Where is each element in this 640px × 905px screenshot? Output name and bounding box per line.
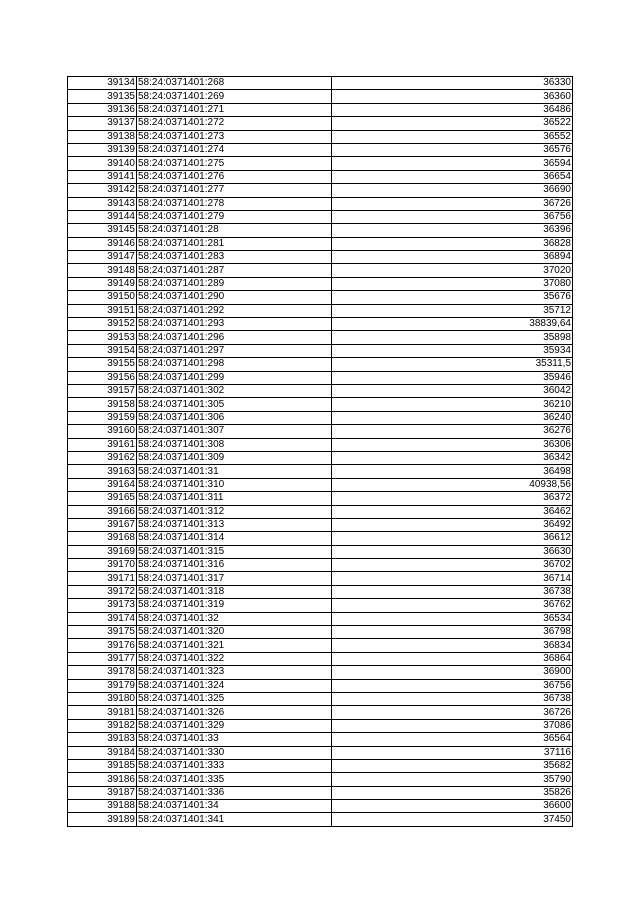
row-number-cell: 39142 [68,184,137,197]
cadastral-number-cell: 58:24:0371401:335 [137,773,332,786]
row-number-cell: 39148 [68,264,137,277]
row-number-cell: 39151 [68,304,137,317]
cadastral-number-cell: 58:24:0371401:336 [137,786,332,799]
cadastral-number-cell: 58:24:0371401:271 [137,103,332,116]
cadastral-number-cell: 58:24:0371401:318 [137,585,332,598]
cadastral-number-cell: 58:24:0371401:281 [137,237,332,250]
value-cell: 36894 [332,251,573,264]
cadastral-number-cell: 58:24:0371401:296 [137,331,332,344]
value-cell: 36612 [332,532,573,545]
cadastral-number-cell: 58:24:0371401:31 [137,465,332,478]
value-cell: 36630 [332,545,573,558]
cadastral-number-cell: 58:24:0371401:309 [137,451,332,464]
table-row [68,800,573,813]
row-number-cell: 39152 [68,318,137,331]
table-row [68,626,573,639]
table-row [68,371,573,384]
value-cell: 36306 [332,438,573,451]
row-number-cell: 39134 [68,77,137,90]
cadastral-number-cell: 58:24:0371401:307 [137,425,332,438]
table-row [68,157,573,170]
cadastral-number-cell: 58:24:0371401:320 [137,626,332,639]
cadastral-number-cell: 58:24:0371401:324 [137,679,332,692]
table-row [68,773,573,786]
table-row [68,117,573,130]
cadastral-number-cell: 58:24:0371401:315 [137,545,332,558]
value-cell: 35790 [332,773,573,786]
table-row [68,251,573,264]
value-cell: 36594 [332,157,573,170]
row-number-cell: 39143 [68,197,137,210]
table-row [68,184,573,197]
table-row [68,318,573,331]
table-row [68,143,573,156]
table-row [68,77,573,90]
value-cell: 36492 [332,518,573,531]
cadastral-number-cell: 58:24:0371401:293 [137,318,332,331]
row-number-cell: 39144 [68,210,137,223]
row-number-cell: 39172 [68,585,137,598]
row-number-cell: 39159 [68,411,137,424]
table-row [68,103,573,116]
row-number-cell: 39160 [68,425,137,438]
table-row [68,264,573,277]
cadastral-number-cell: 58:24:0371401:278 [137,197,332,210]
row-number-cell: 39185 [68,759,137,772]
table-row [68,411,573,424]
cadastral-number-cell: 58:24:0371401:314 [137,532,332,545]
value-cell: 36564 [332,733,573,746]
value-cell: 36522 [332,117,573,130]
row-number-cell: 39176 [68,639,137,652]
cadastral-number-cell: 58:24:0371401:28 [137,224,332,237]
row-number-cell: 39141 [68,170,137,183]
table-row [68,291,573,304]
value-cell: 35898 [332,331,573,344]
cadastral-number-cell: 58:24:0371401:275 [137,157,332,170]
table-row [68,706,573,719]
row-number-cell: 39136 [68,103,137,116]
value-cell: 35712 [332,304,573,317]
cadastral-number-cell: 58:24:0371401:305 [137,398,332,411]
table-row [68,492,573,505]
table-row [68,358,573,371]
row-number-cell: 39157 [68,384,137,397]
row-number-cell: 39170 [68,559,137,572]
row-number-cell: 39145 [68,224,137,237]
table-row [68,130,573,143]
table-row [68,451,573,464]
table-row [68,210,573,223]
row-number-cell: 39162 [68,451,137,464]
cadastral-number-cell: 58:24:0371401:302 [137,384,332,397]
value-cell: 36828 [332,237,573,250]
cadastral-number-cell: 58:24:0371401:308 [137,438,332,451]
row-number-cell: 39173 [68,599,137,612]
value-cell: 36372 [332,492,573,505]
table-row [68,585,573,598]
value-cell: 36756 [332,679,573,692]
row-number-cell: 39179 [68,679,137,692]
cadastral-number-cell: 58:24:0371401:321 [137,639,332,652]
table-row [68,170,573,183]
value-cell: 36240 [332,411,573,424]
value-cell: 37116 [332,746,573,759]
value-cell: 37086 [332,719,573,732]
table-row [68,612,573,625]
table-row [68,719,573,732]
table-row [68,639,573,652]
cadastral-number-cell: 58:24:0371401:323 [137,666,332,679]
cadastral-number-cell: 58:24:0371401:330 [137,746,332,759]
table-row [68,599,573,612]
cadastral-number-cell: 58:24:0371401:272 [137,117,332,130]
value-cell: 36498 [332,465,573,478]
row-number-cell: 39137 [68,117,137,130]
row-number-cell: 39174 [68,612,137,625]
row-number-cell: 39171 [68,572,137,585]
row-number-cell: 39149 [68,277,137,290]
cadastral-number-cell: 58:24:0371401:306 [137,411,332,424]
table-row [68,197,573,210]
value-cell: 36486 [332,103,573,116]
value-cell: 36276 [332,425,573,438]
row-number-cell: 39177 [68,652,137,665]
row-number-cell: 39147 [68,251,137,264]
value-cell: 35682 [332,759,573,772]
cadastral-number-cell: 58:24:0371401:316 [137,559,332,572]
value-cell: 40938,56 [332,478,573,491]
cadastral-number-cell: 58:24:0371401:33 [137,733,332,746]
table-row [68,532,573,545]
row-number-cell: 39139 [68,143,137,156]
value-cell: 36864 [332,652,573,665]
table-row [68,304,573,317]
value-cell: 36726 [332,197,573,210]
table-row [68,505,573,518]
value-cell: 36462 [332,505,573,518]
table-row [68,692,573,705]
cadastral-number-cell: 58:24:0371401:322 [137,652,332,665]
row-number-cell: 39182 [68,719,137,732]
value-cell: 36552 [332,130,573,143]
value-cell: 36834 [332,639,573,652]
row-number-cell: 39180 [68,692,137,705]
table-row [68,733,573,746]
cadastral-number-cell: 58:24:0371401:319 [137,599,332,612]
value-cell: 36726 [332,706,573,719]
cadastral-number-cell: 58:24:0371401:298 [137,358,332,371]
value-cell: 38839,64 [332,318,573,331]
cadastral-number-cell: 58:24:0371401:289 [137,277,332,290]
cadastral-number-cell: 58:24:0371401:269 [137,90,332,103]
value-cell: 36576 [332,143,573,156]
table-row [68,786,573,799]
cadastral-number-cell: 58:24:0371401:283 [137,251,332,264]
cadastral-number-cell: 58:24:0371401:277 [137,184,332,197]
value-cell: 37450 [332,813,573,826]
cadastral-number-cell: 58:24:0371401:273 [137,130,332,143]
table-row [68,572,573,585]
row-number-cell: 39164 [68,478,137,491]
cadastral-number-cell: 58:24:0371401:329 [137,719,332,732]
table-row [68,90,573,103]
row-number-cell: 39183 [68,733,137,746]
table-row [68,277,573,290]
table-row [68,237,573,250]
table-row [68,344,573,357]
cadastral-number-cell: 58:24:0371401:276 [137,170,332,183]
value-cell: 36690 [332,184,573,197]
cadastral-number-cell: 58:24:0371401:313 [137,518,332,531]
table-row [68,465,573,478]
table-row [68,438,573,451]
value-cell: 36738 [332,585,573,598]
value-cell: 35934 [332,344,573,357]
cadastral-number-cell: 58:24:0371401:34 [137,800,332,813]
row-number-cell: 39150 [68,291,137,304]
cadastral-number-cell: 58:24:0371401:311 [137,492,332,505]
cadastral-number-cell: 58:24:0371401:299 [137,371,332,384]
cadastral-number-cell: 58:24:0371401:32 [137,612,332,625]
row-number-cell: 39161 [68,438,137,451]
table-row [68,559,573,572]
value-cell: 36330 [332,77,573,90]
cadastral-number-cell: 58:24:0371401:325 [137,692,332,705]
table-row [68,398,573,411]
row-number-cell: 39178 [68,666,137,679]
table-row [68,518,573,531]
value-cell: 37020 [332,264,573,277]
row-number-cell: 39163 [68,465,137,478]
row-number-cell: 39169 [68,545,137,558]
value-cell: 36042 [332,384,573,397]
value-cell: 37080 [332,277,573,290]
table-row [68,666,573,679]
cadastral-number-cell: 58:24:0371401:290 [137,291,332,304]
value-cell: 35826 [332,786,573,799]
value-cell: 36762 [332,599,573,612]
value-cell: 36738 [332,692,573,705]
value-cell: 36360 [332,90,573,103]
row-number-cell: 39146 [68,237,137,250]
cadastral-number-cell: 58:24:0371401:292 [137,304,332,317]
cadastral-number-cell: 58:24:0371401:341 [137,813,332,826]
table-row [68,759,573,772]
table-row [68,331,573,344]
value-cell: 36396 [332,224,573,237]
value-cell: 35946 [332,371,573,384]
row-number-cell: 39188 [68,800,137,813]
value-cell: 36210 [332,398,573,411]
row-number-cell: 39186 [68,773,137,786]
row-number-cell: 39187 [68,786,137,799]
value-cell: 36534 [332,612,573,625]
table-row [68,425,573,438]
cadastral-number-cell: 58:24:0371401:268 [137,77,332,90]
row-number-cell: 39175 [68,626,137,639]
value-cell: 36900 [332,666,573,679]
row-number-cell: 39165 [68,492,137,505]
cadastral-number-cell: 58:24:0371401:287 [137,264,332,277]
row-number-cell: 39156 [68,371,137,384]
row-number-cell: 39135 [68,90,137,103]
table-row [68,224,573,237]
row-number-cell: 39168 [68,532,137,545]
row-number-cell: 39166 [68,505,137,518]
cadastral-number-cell: 58:24:0371401:279 [137,210,332,223]
value-cell: 36756 [332,210,573,223]
row-number-cell: 39140 [68,157,137,170]
row-number-cell: 39154 [68,344,137,357]
cadastral-number-cell: 58:24:0371401:317 [137,572,332,585]
cadastral-number-cell: 58:24:0371401:297 [137,344,332,357]
value-cell: 35311,5 [332,358,573,371]
table-row [68,478,573,491]
table-row [68,679,573,692]
cadastral-number-cell: 58:24:0371401:312 [137,505,332,518]
row-number-cell: 39158 [68,398,137,411]
cadastral-number-cell: 58:24:0371401:274 [137,143,332,156]
value-cell: 36600 [332,800,573,813]
cadastral-number-cell: 58:24:0371401:310 [137,478,332,491]
row-number-cell: 39189 [68,813,137,826]
value-cell: 36342 [332,451,573,464]
row-number-cell: 39181 [68,706,137,719]
table-row [68,545,573,558]
row-number-cell: 39167 [68,518,137,531]
row-number-cell: 39153 [68,331,137,344]
table-row [68,384,573,397]
data-table [67,76,573,827]
table-row [68,813,573,826]
cadastral-number-cell: 58:24:0371401:326 [137,706,332,719]
value-cell: 36654 [332,170,573,183]
row-number-cell: 39138 [68,130,137,143]
value-cell: 36714 [332,572,573,585]
table-row [68,652,573,665]
table-body [68,77,573,827]
row-number-cell: 39184 [68,746,137,759]
value-cell: 36702 [332,559,573,572]
row-number-cell: 39155 [68,358,137,371]
cadastral-number-cell: 58:24:0371401:333 [137,759,332,772]
table-row [68,746,573,759]
value-cell: 36798 [332,626,573,639]
value-cell: 35676 [332,291,573,304]
